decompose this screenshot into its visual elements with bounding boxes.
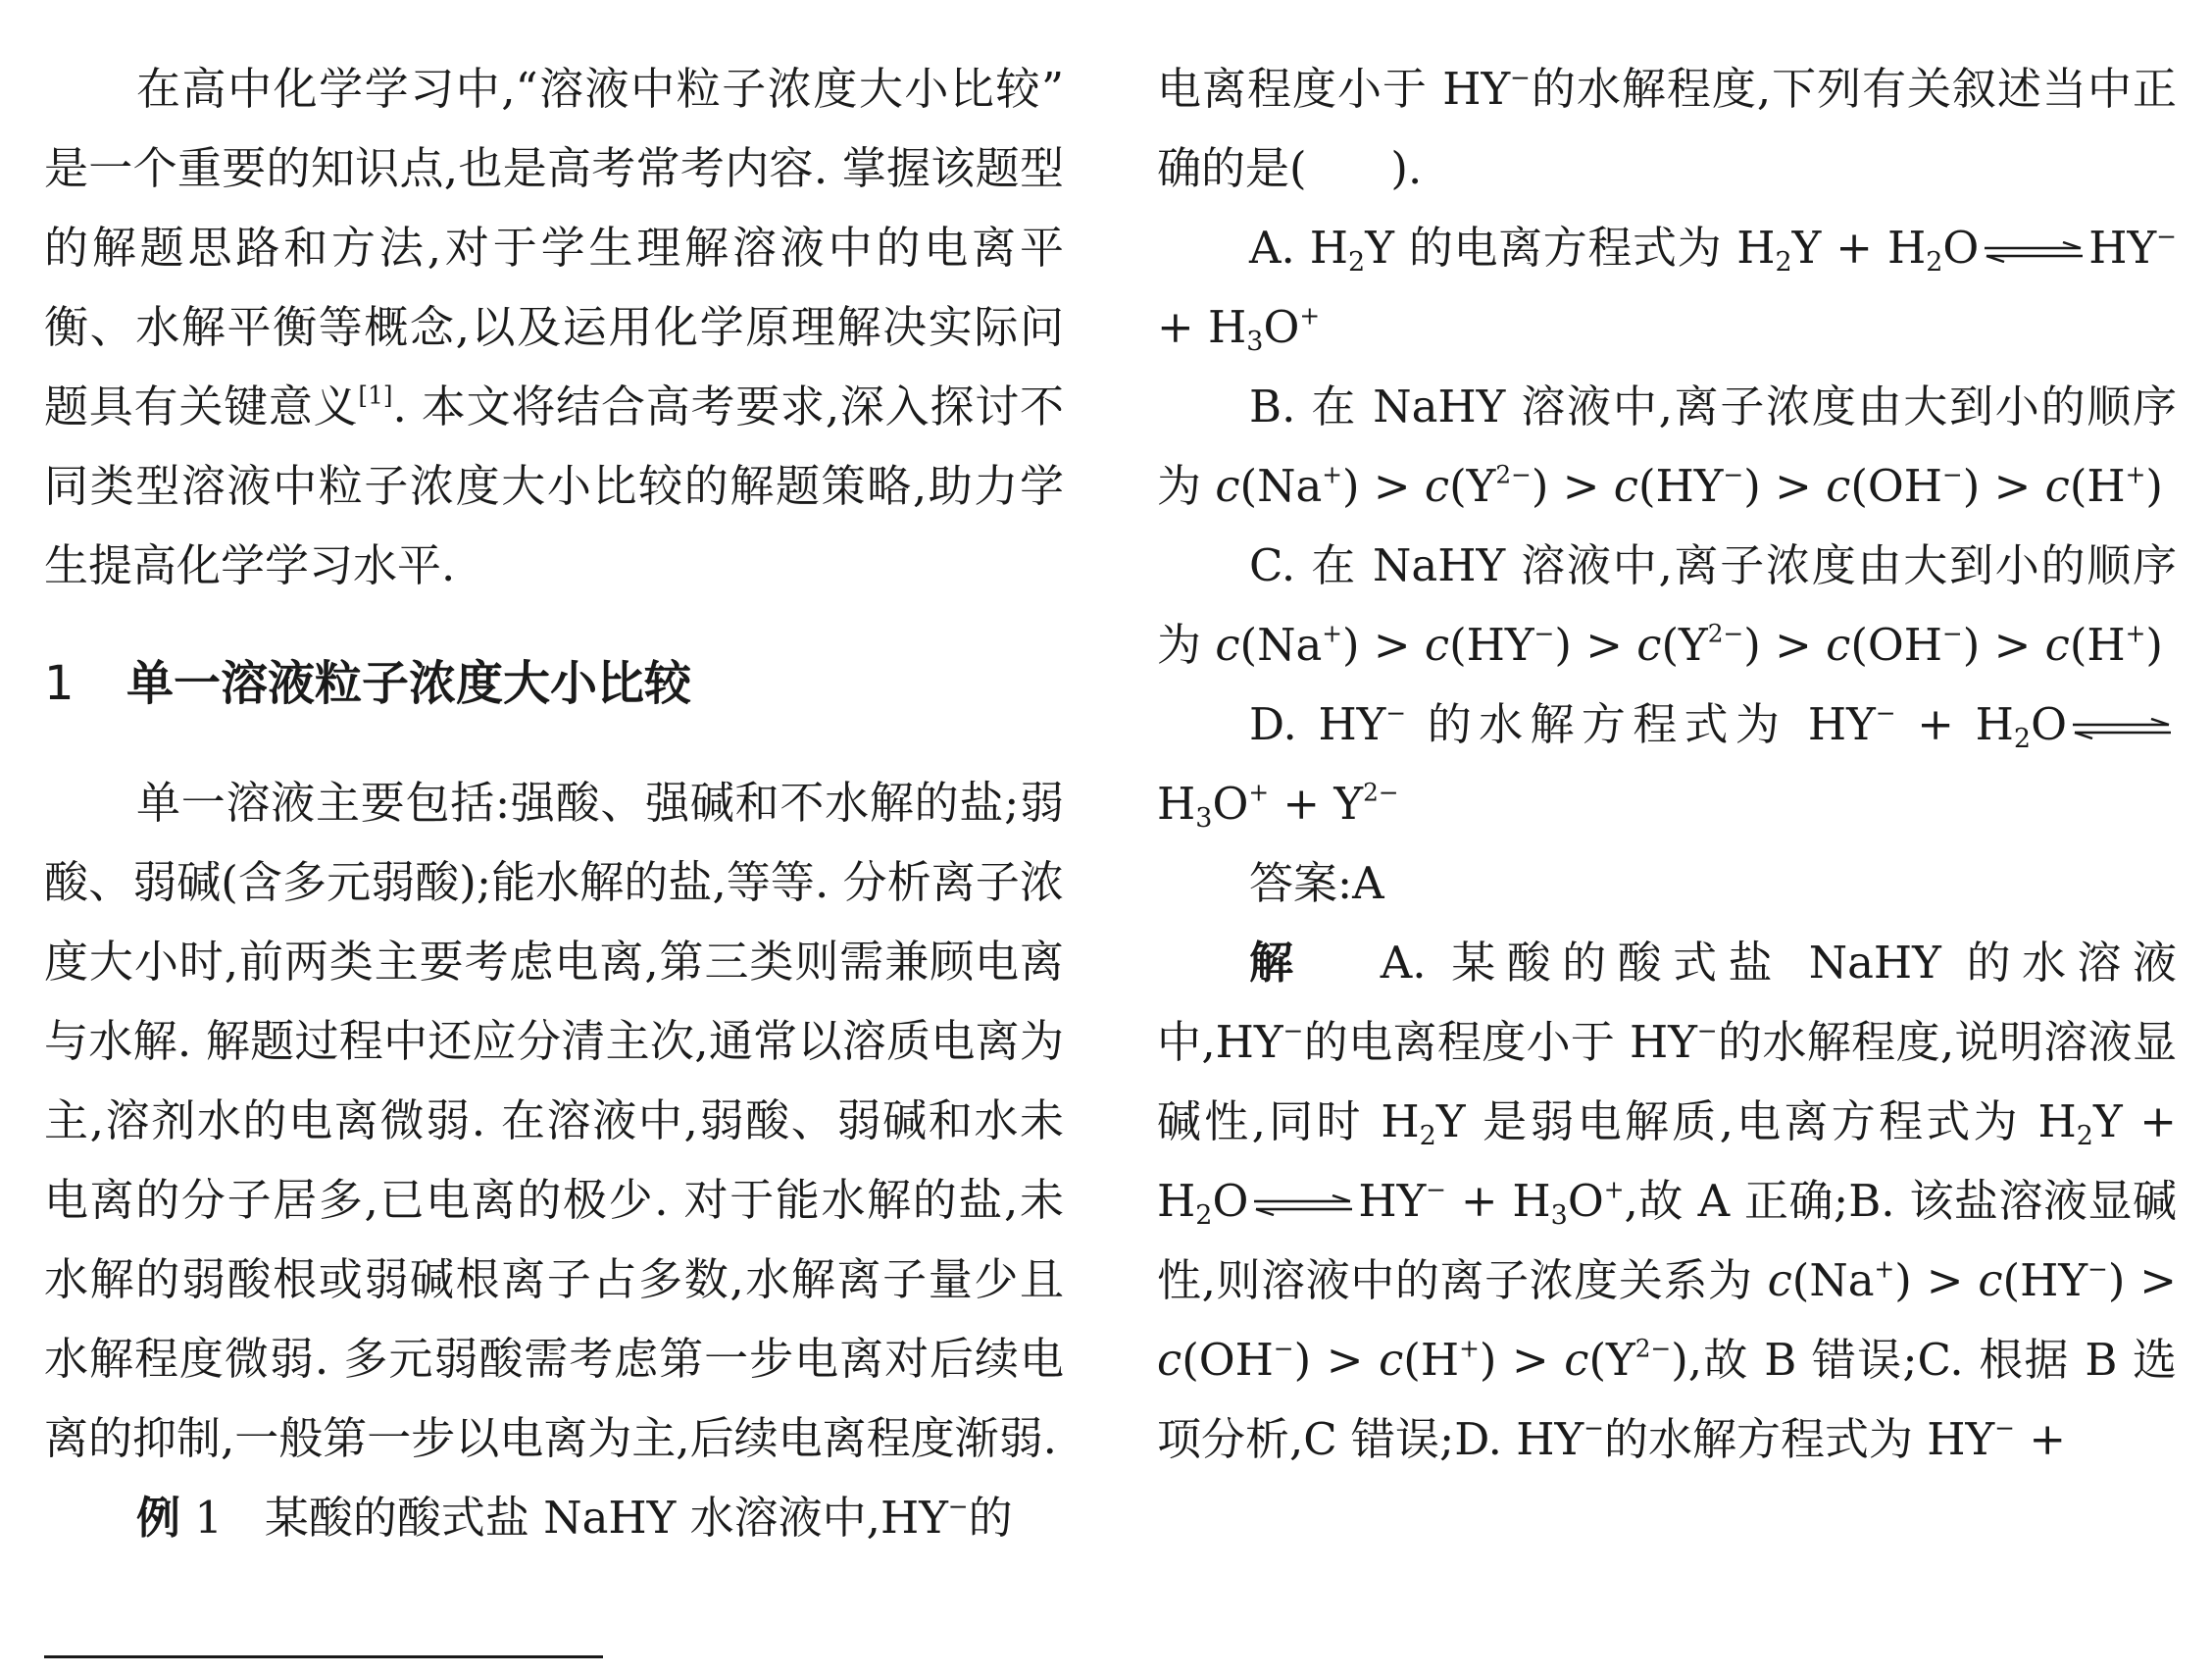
equilibrium-arrow-icon — [2071, 718, 2173, 739]
option-c: C. 在 NaHY 溶液中,离子浓度由大到小的顺序为 $c(Na^+) > c(HY^-) > c(Y^{2-}) > c(OH^-) > c(H^+)$ — [1157, 539, 2177, 671]
citation-ref[interactable]: [1] — [358, 381, 393, 410]
option-c-text: 在 NaHY 溶液中,离子浓度由大到小的顺序为 — [1157, 539, 2177, 671]
equilibrium-arrow-icon — [1983, 241, 2085, 263]
option-b: B. 在 NaHY 溶液中,离子浓度由大到小的顺序为 $c(Na^+) > c(Y^{2-}) > c(HY^-) > c(OH^-) > c(H^+)$ — [1157, 381, 2177, 512]
section-title: 单一溶液粒子浓度大小比较 — [126, 656, 692, 711]
solution-text-1: A. 某酸的酸式盐 NaHY 的水溶液中,HY — [1157, 937, 2177, 1068]
example-number: 1 — [194, 1492, 223, 1544]
intro-paragraph — [44, 49, 1064, 605]
option-d: D. HY− 的水解方程式为 $HY^- + H_2OH_3O^+ + Y^{2-}$ — [1157, 685, 2177, 843]
example-text-2: 的 — [968, 1492, 1013, 1544]
answer-line — [1157, 843, 2177, 923]
section-heading — [44, 644, 1064, 724]
question-stem: 电离程度小于 HY−的水解程度,下列有关叙述当中正确的是( ). — [1157, 63, 2177, 194]
section-number: 1 — [44, 656, 75, 711]
example-label: 例 — [136, 1492, 181, 1544]
solution-paragraph: 解 A. 某酸的酸式盐 NaHY 的水溶液中,HY−的电离程度小于 HY−的水解程度,说明溶液显碱性,同时 $H_2Y$ 是弱电解质,电离方程式为 $H_2Y + H_2O$ $HY^- + H_3O^+$,故 A 正确;B. 该盐溶液显碱性,则溶液中的离子浓度关系为 $c(Na^+) > c(HY^-) > c(OH^-) > c(H^+) > c(Y^{2-})$,故 B 错误;C. 根据 B 选项分析,C 错误;D. HY−的水解方程式为 HY− + — [1157, 937, 2178, 1465]
example-paragraph: 例 1 某酸的酸式盐 NaHY 水溶液中,HY−的 — [136, 1492, 1013, 1544]
option-c-label: C. — [1249, 539, 1296, 591]
option-a-label: A. — [1249, 222, 1295, 274]
footnote-rule — [44, 1655, 603, 1658]
solution-text-5: ,故 A 正确;B. 该盐溶液显碱性,则溶液中的离子浓度关系为 — [1157, 1175, 2178, 1306]
solution-text-6: ,故 B 错误;C. 根据 B 选项分析,C 错误;D. HY — [1157, 1334, 2178, 1465]
body-paragraph — [44, 763, 1064, 1478]
solution-text-3: 的水解程度,说明溶液显碱性,同时 H — [1157, 1016, 2177, 1147]
option-a: A. $H_2Y$ 的电离方程式为 $H_2Y + H_2O$ $HY^- + H_3O^+$ — [1157, 222, 2177, 358]
option-b-text: 在 NaHY 溶液中,离子浓度由大到小的顺序为 — [1157, 381, 2177, 512]
right-column — [1157, 49, 2177, 1479]
intro-text-tail: . 本文将结合高考要求,深入探讨不同类型溶液中粒子浓度大小比较的解题策略,助力学生提高化学学习水平. — [44, 381, 1064, 591]
solution-text-4: Y 是弱电解质,电离方程式为 H — [1435, 1095, 2077, 1147]
answer-text: 答案:A — [1249, 857, 1384, 909]
example-text: 某酸的酸式盐 NaHY 水溶液中,HY — [264, 1492, 948, 1544]
question-text-3: ). — [1390, 142, 1423, 194]
option-d-label: D. — [1249, 698, 1297, 750]
question-text-1: 电离程度小于 HY — [1157, 63, 1511, 115]
body-text: 单一溶液主要包括:强酸、强碱和不水解的盐;弱酸、弱碱(含多元弱酸);能水解的盐,等等. 分析离子浓度大小时,前两类主要考虑电离,第三类则需兼顾电离与水解. 解题过程中还应分清主次,通常以溶质电离为主,溶剂水的电离微弱. 在溶液中,弱酸、弱碱和水未电离的分子居多,已电离的极少. 对于能水解的盐,未水解的弱酸根或弱碱根离子占多数,水解离子量少且水解程度微弱. 多元弱酸需考虑第一步电离对后续电离的抑制,一般第一步以电离为主,后续电离程度渐弱. — [44, 777, 1064, 1464]
solution-text-2: 的电离程度小于 HY — [1303, 1016, 1697, 1068]
option-b-label: B. — [1249, 381, 1296, 432]
solution-text-7: 的水解方程式为 HY — [1604, 1413, 1995, 1465]
intro-text: 在高中化学学习中,“溶液中粒子浓度大小比较” 是一个重要的知识点,也是高考常考内容. 掌握该题型的解题思路和方法,对于学生理解溶液中的电离平衡、水解平衡等概念,以及运用化学原理解决实际问题具有关键意义 — [44, 63, 1064, 432]
left-column — [44, 49, 1064, 1557]
equilibrium-arrow-icon — [1252, 1194, 1354, 1216]
question-text-2: 的水解程度,下列有关叙述当中正确的是( — [1157, 63, 2177, 194]
solution-label: 解 — [1249, 937, 1305, 989]
